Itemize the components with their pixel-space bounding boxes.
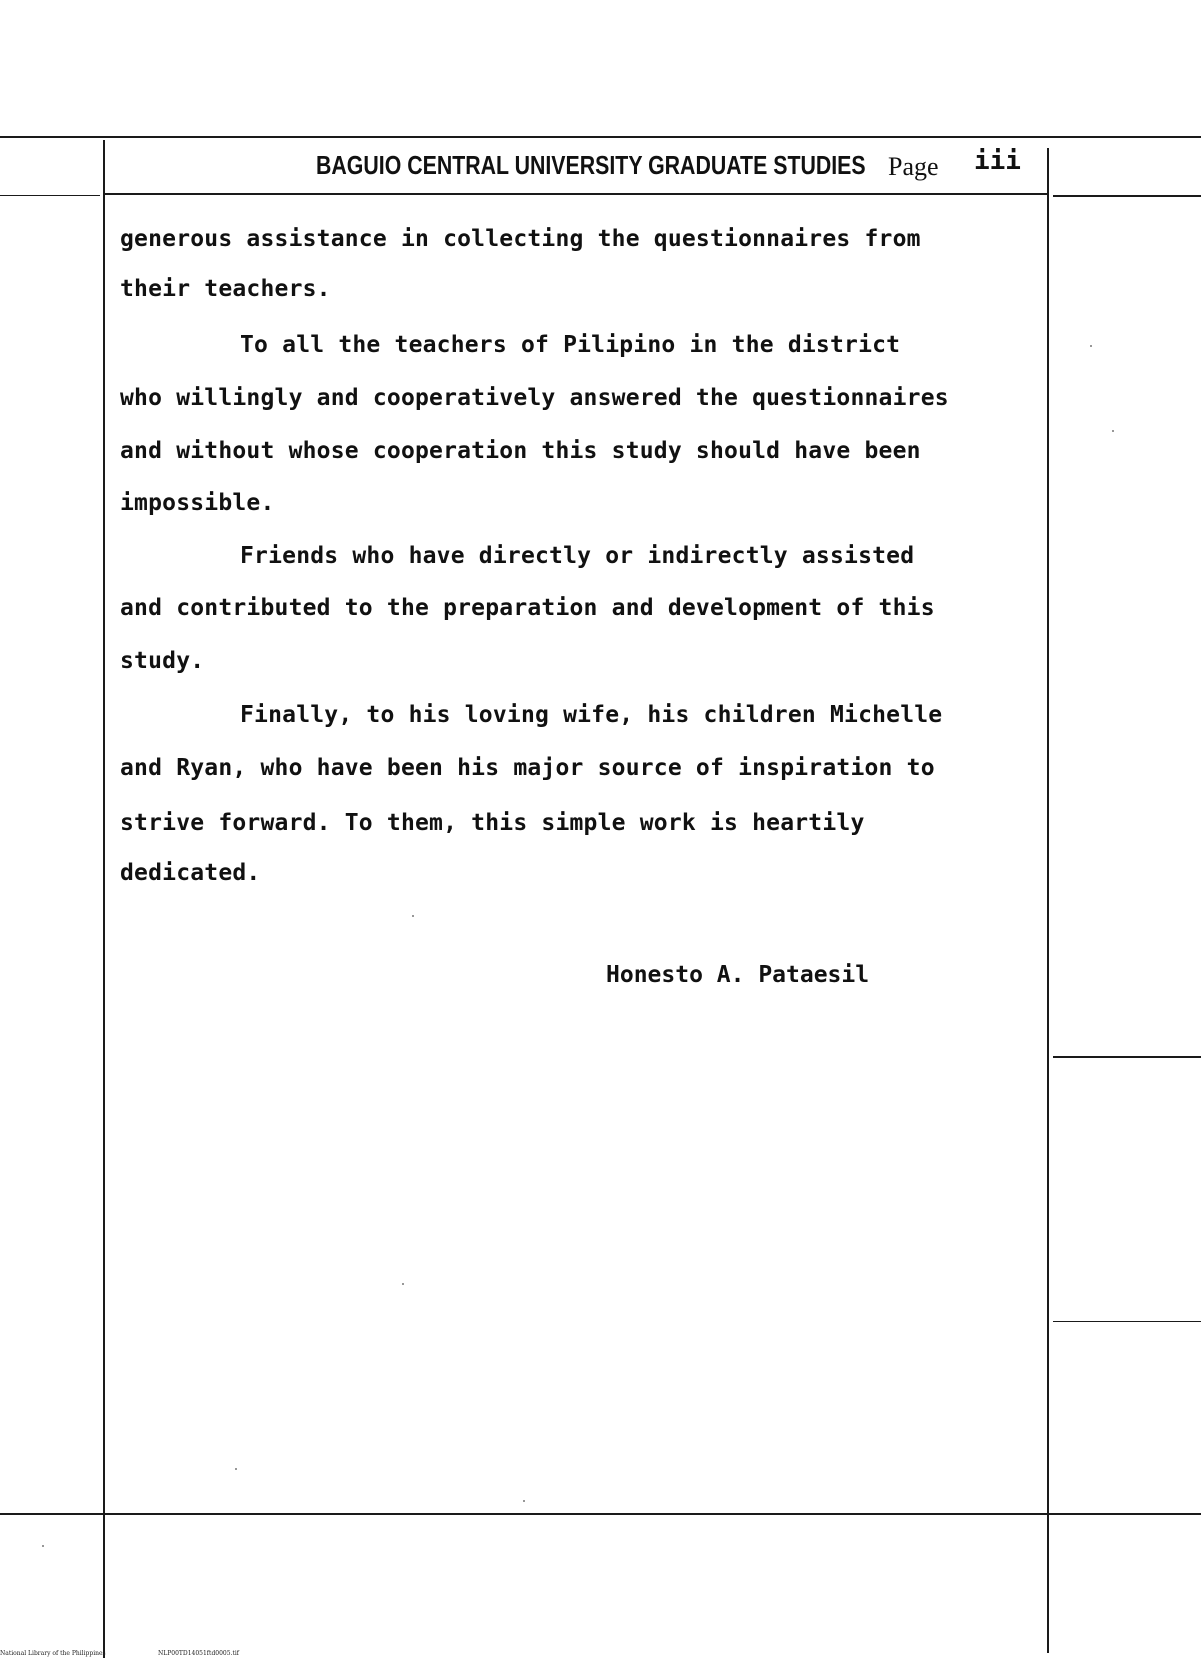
body-line: and without whose cooperation this study should have been <box>120 438 921 464</box>
body-line: and Ryan, who have been his major source of inspiration to <box>120 755 935 781</box>
header-underline-rule <box>104 193 1047 195</box>
right-margin-rule-top <box>1053 195 1201 197</box>
right-margin-rule-mid <box>1053 1056 1201 1058</box>
scan-speck <box>412 915 414 917</box>
left-margin-rule-top <box>0 195 100 196</box>
scan-speck <box>42 1545 44 1547</box>
body-line: impossible. <box>120 490 275 516</box>
footer-library-credit: National Library of the Philippines <box>0 1650 106 1657</box>
body-line: who willingly and cooperatively answered the questionnaires <box>120 385 949 411</box>
body-line: To all the teachers of Pilipino in the district <box>240 332 901 358</box>
scan-speck <box>523 1500 525 1502</box>
right-vertical-rule <box>1047 148 1049 1653</box>
bottom-border-rule <box>0 1513 1201 1515</box>
body-line: study. <box>120 648 205 674</box>
left-vertical-rule <box>103 140 105 1658</box>
scan-speck <box>235 1468 237 1470</box>
body-line: generous assistance in collecting the questionnaires from <box>120 226 921 252</box>
body-line: strive forward. To them, this simple work is heartily <box>120 810 865 836</box>
scan-speck <box>1090 345 1092 347</box>
body-line: Finally, to his loving wife, his children Michelle <box>240 702 943 728</box>
page-label: Page <box>888 152 939 181</box>
right-margin-rule-lower <box>1053 1321 1201 1322</box>
page-header-title: BAGUIO CENTRAL UNIVERSITY GRADUATE STUDIES <box>316 150 866 180</box>
signature-name: Honesto A. Pataesil <box>606 962 870 988</box>
top-border-rule <box>0 136 1201 138</box>
scan-speck <box>1112 430 1114 432</box>
scan-speck <box>402 1283 404 1285</box>
body-line: their teachers. <box>120 276 331 302</box>
body-line: Friends who have directly or indirectly assisted <box>240 543 915 569</box>
body-line: dedicated. <box>120 860 261 886</box>
body-line: and contributed to the preparation and development of this <box>120 595 935 621</box>
page-number: iii <box>974 146 1021 176</box>
footer-file-name: NLP00TD14051ftd0005.tif <box>158 1650 240 1657</box>
